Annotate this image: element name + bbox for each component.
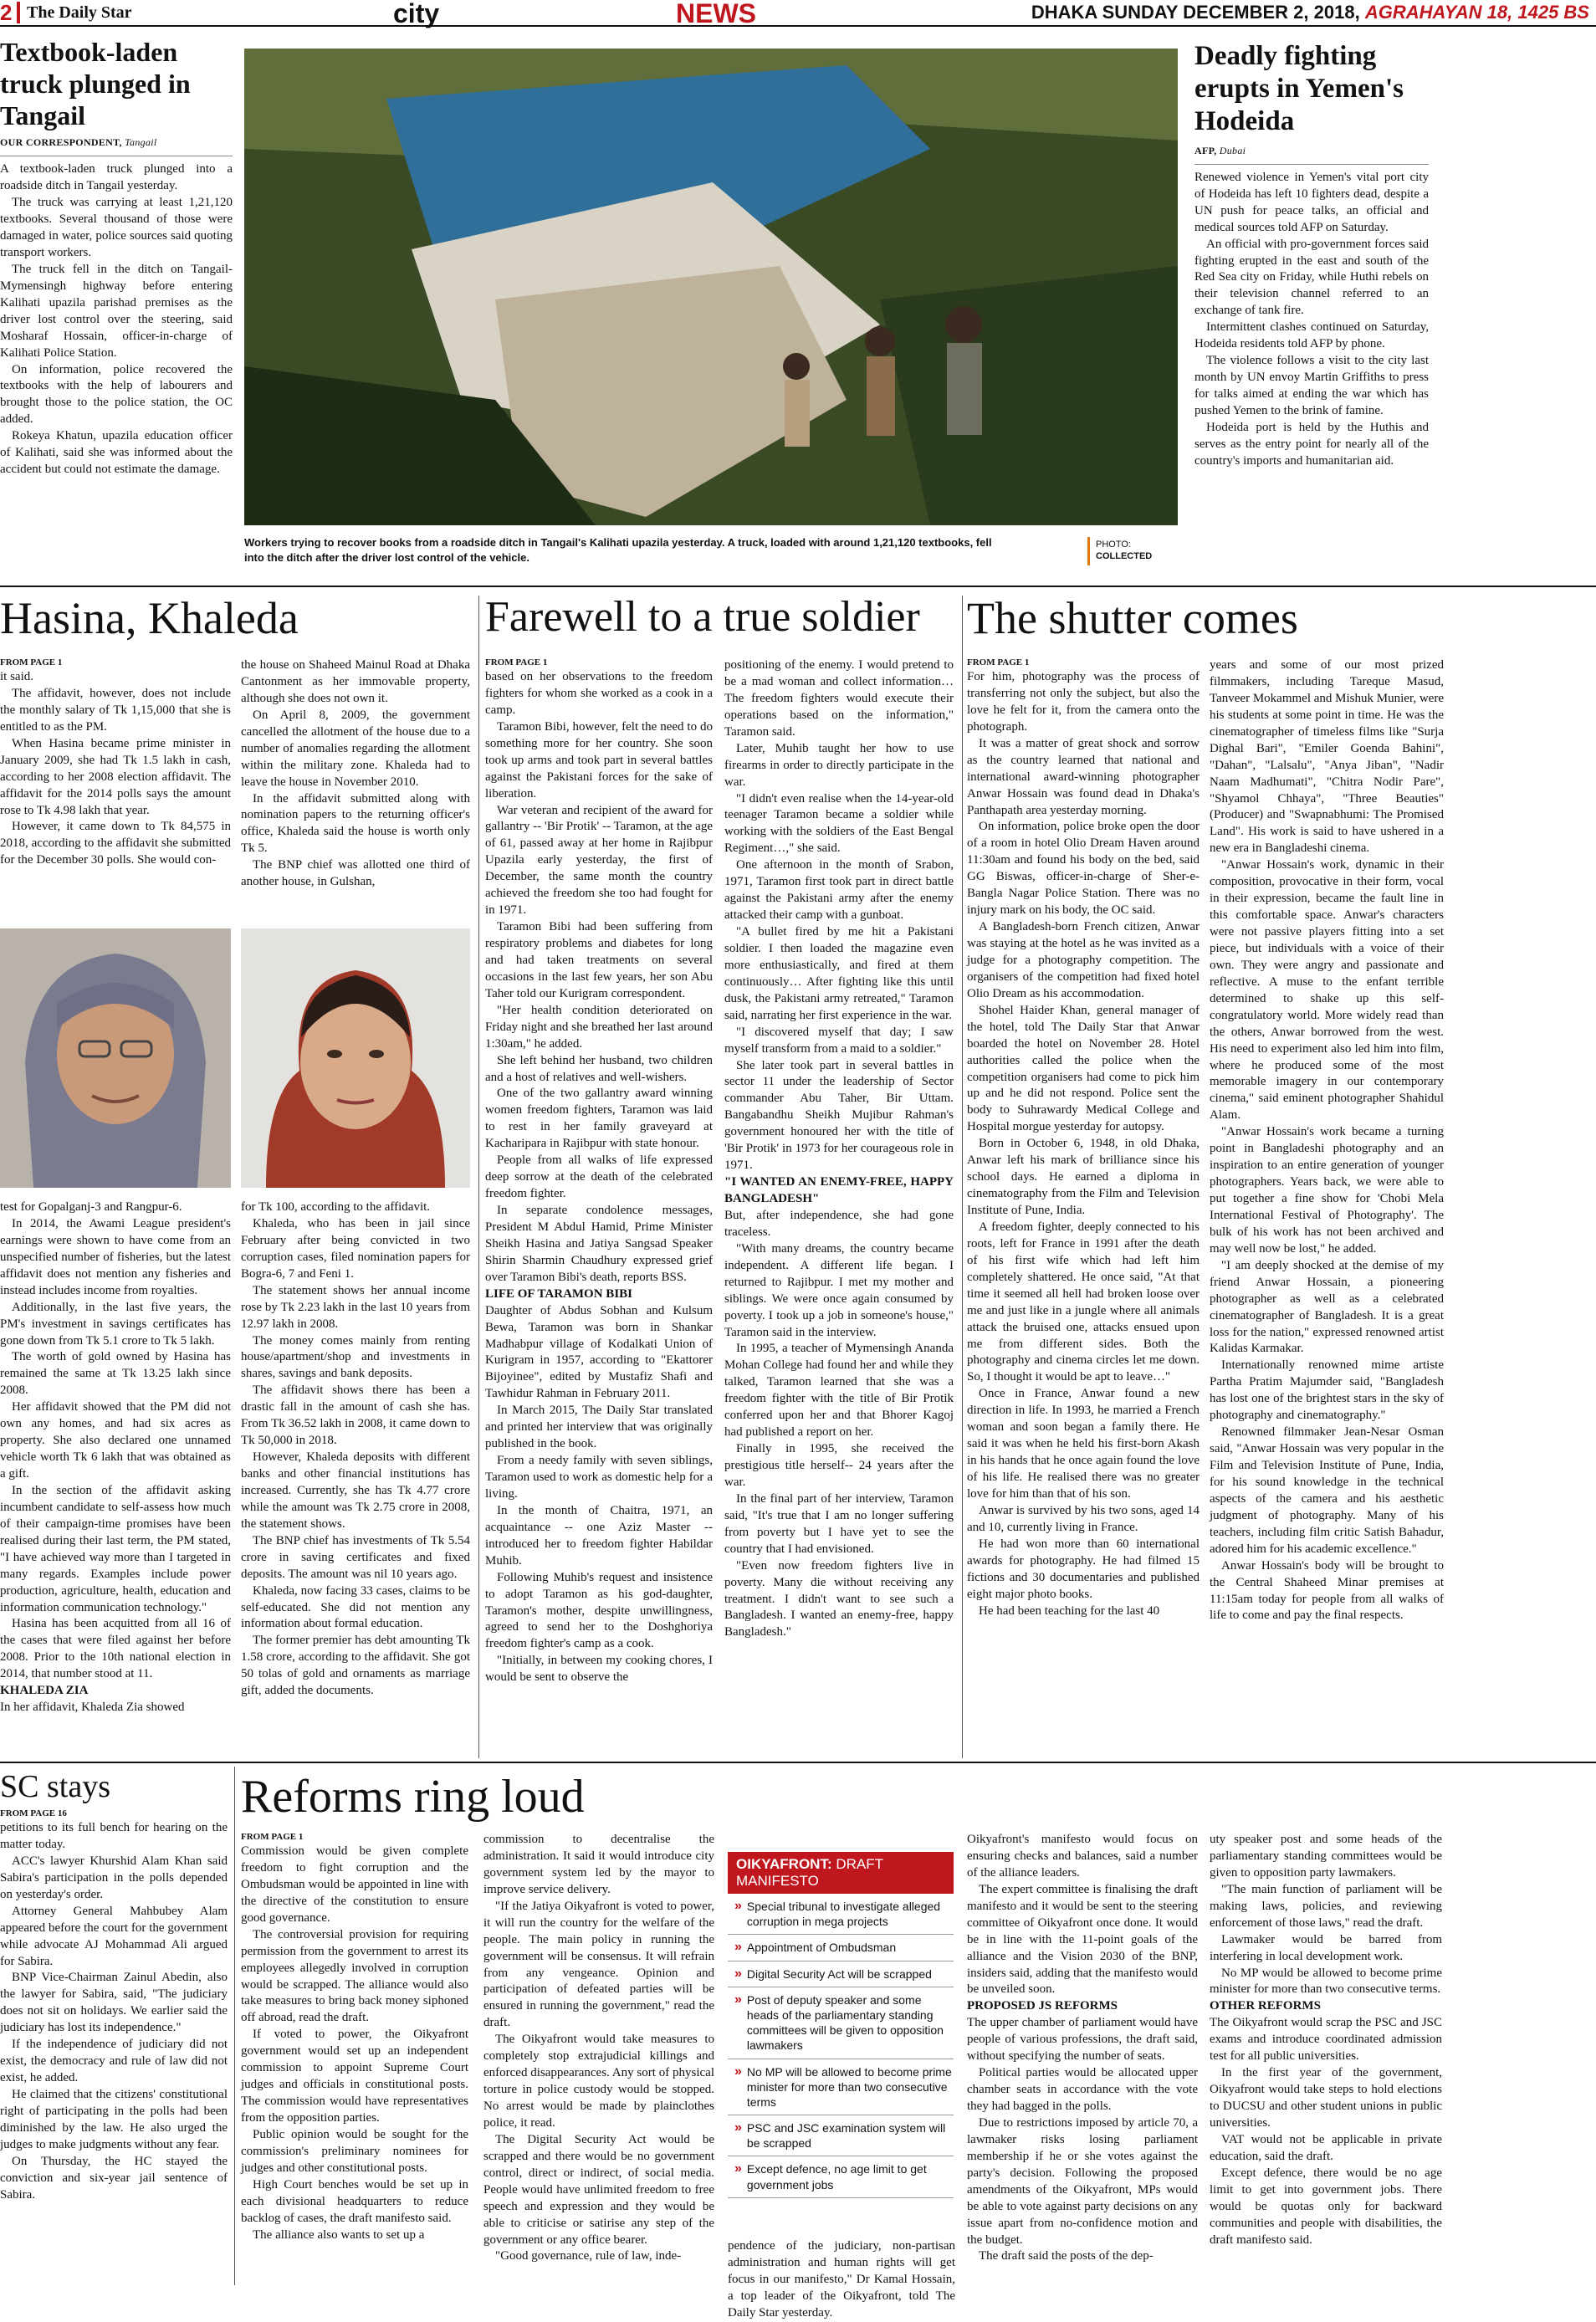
paragraph: "Anwar Hossain's work, dynamic in their composition, provocative in their form, vocal in their expression, became the fault line in this comfortable space. Anwar's characters were not passive players fitting into a set piece, but individuals with a voice of their own. They were angry and passionate and reflective. A muse to the enfant terrible determined to shake up this self-congratulatory world. More widely read than the others, Anwar borrowed from the west. His need to experiment also led him into film, where he produced some of the most memorable imagery in our contemporary cinema," said eminent photographer Shahidul Alam. xyxy=(1210,858,1444,1123)
manifesto-item-text: Digital Security Act will be scrapped xyxy=(746,1967,932,1981)
paragraph: It was a matter of great shock and sorrow as the country learned that national and international award-winning photographer Anwar Hossain was found dead in Dhaka's Panthapath area yesterday morning. xyxy=(967,736,1200,817)
headline-yemen: Deadly fighting erupts in Yemen's Hodeida xyxy=(1194,41,1404,136)
paragraph: The former premier has debt amounting Tk 1.58 crore, according to the affidavit. She got 50 tolas of gold and ornaments as marriage gift, added the documents. xyxy=(241,1634,470,1698)
chevron-right-icon: » xyxy=(734,1966,742,1981)
chevron-right-icon: » xyxy=(734,2161,742,2176)
manifesto-item xyxy=(728,2115,954,2156)
paragraph: Rokeya Khatun, upazila education officer of Kalihati, said she was informed about the accident but could not estimate the damage. xyxy=(0,429,233,477)
hasina-col2-top xyxy=(241,657,470,891)
byline-name: OUR CORRESPONDENT, xyxy=(0,136,122,149)
from-page-label: FROM PAGE 1 xyxy=(241,1832,304,1842)
paragraph: When Hasina became prime minister in January 2009, she had Tk 1.5 lakh in cash, according to her 2008 election affidavit. The affidavit for the 2014 polls says the amount rose to Tk 4.98 lakh that year. xyxy=(0,736,231,817)
paragraph: based on her observations to the freedom fighters for whom she worked as a cook in a camp. xyxy=(485,670,713,717)
masthead-logo: The Daily Star xyxy=(27,3,132,22)
paragraph: "If the Jatiya Oikyafront is voted to power, it will run the country for the welfare of the people. The main policy in running the government will be consensus. It will refrain from any vengeance. Opinion and participation of defeated parties will be ensured in running the government," read the draft. xyxy=(483,1899,714,2030)
paragraph: In her affidavit, Khaleda Zia showed xyxy=(0,1701,185,1715)
paragraph: Hodeida port is held by the Huthis and serves as the entry point for nearly all of the country's imports and humanitarian aid. xyxy=(1194,420,1429,468)
from-page-label: FROM PAGE 1 xyxy=(0,657,63,667)
paragraph: In the affidavit submitted along with nomination papers to the returning officer's office, Khaleda said the house is worth only Tk 5. xyxy=(241,791,470,856)
story-textbook xyxy=(0,37,233,478)
paragraph: Daughter of Abdus Sobhan and Kulsum Bewa, Taramon was born in Shankar Madhabpur village of Kodalkati Union of Kurigram in 1957, according to "Ekattorer Bijoyinee", edited by Mustafiz Shafi and Tawhidur Rahman in February 2011. xyxy=(485,1303,713,1401)
manifesto-item-text: Appointment of Ombudsman xyxy=(746,1941,897,1955)
paragraph: the house on Shaheed Mainul Road at Dhaka Cantonment as her immovable property, although she does not own it. xyxy=(241,658,470,705)
manifesto-item-text: PSC and JSC examination system will be scrapped xyxy=(746,2121,946,2151)
column-rule xyxy=(234,1767,235,2285)
paragraph: The draft said the posts of the dep- xyxy=(979,2249,1154,2263)
paragraph: If the independence of judiciary did not exist, the democracy and rule of law did not exist, he added. xyxy=(0,2038,228,2085)
manifesto-item xyxy=(728,2156,954,2197)
paragraph: The alliance also wants to set up a xyxy=(253,2227,425,2242)
paragraph: Political parties would be allocated upper chamber seats in accordance with the vote they had bagged in the polls. xyxy=(967,2066,1198,2113)
paragraph: Hasina has been acquitted from all 16 of the cases that were filed against her before 2008. Prior to the 10th national election in 2014, that number stood at 11. xyxy=(0,1617,231,1681)
reforms-col4 xyxy=(967,1832,1198,2265)
credit-bar xyxy=(1087,537,1090,565)
manifesto-title-text: DRAFT MANIFESTO xyxy=(736,1856,883,1889)
section-rule-top xyxy=(0,586,1596,587)
paragraph: However, it came down to Tk 84,575 in 2018, according to the affidavit she submitted for the December 30 polls. She would con- xyxy=(0,820,231,867)
main-photo xyxy=(244,49,1178,525)
paragraph: In March 2015, The Daily Star translated and printed her interview that was originally published in the book. xyxy=(485,1404,713,1451)
paragraph: The violence follows a visit to the city last month by UN envoy Martin Griffiths to press for talks aimed at ending the war which has pushed Yemen to the brink of famine. xyxy=(1194,354,1429,417)
paragraph: The Digital Security Act would be scrapped and there would be no government control, direct or indirect, of social media. People would have unlimited freedom to free speech and expression and they would be able to criticise or satirise any step of the government or any office bearer. xyxy=(483,2132,714,2247)
paragraph: Oikyafront's manifesto would focus on ensuring checks and balances, said a number of the alliance leaders. xyxy=(967,1833,1198,1880)
paragraph: People from all walks of life expressed deep sorrow at the death of the celebrated freedom fighter. xyxy=(485,1153,713,1201)
paragraph: In the month of Chaitra, 1971, an acquaintance -- one Aziz Master -- introduced her to freedom fighter Habildar Muhib. xyxy=(485,1503,713,1568)
paragraph: Attorney General Mahbubey Alam appeared before the court for the government while advocate AJ Mohammad Ali argued for Sabira. xyxy=(0,1904,228,1968)
paragraph: BNP Vice-Chairman Zainul Abedin, also the lawyer for Sabira, said, "The judiciary does not sit on holidays. We earlier said the judiciary has lost its independence." xyxy=(0,1971,228,2035)
paragraph: On information, police recovered the textbooks with the help of labourers and brought those to the police station, the OC added. xyxy=(0,362,233,427)
chevron-right-icon: » xyxy=(734,2064,742,2079)
hasina-col1-top xyxy=(0,669,231,869)
paragraph: "I am deeply shocked at the demise of my friend Anwar Hossain, a pioneering photographer as well as a celebrated cinematographer of Bangladesh. It is a great loss for the nation," expressed renowned artist Kalidas Karmakar. xyxy=(1210,1258,1444,1356)
column-rule xyxy=(962,596,963,1758)
paragraph: The Oikyafront would scrap the PSC and JSC exams and introduce coordinated admission test for all public universities. xyxy=(1210,2016,1442,2064)
manifesto-item xyxy=(728,1894,954,1935)
paragraph: "Even now freedom fighters live in poverty. Many die without receiving any treatment. I didn't want to see such a Bangladesh. I wanted an enemy-free, happy Bangladesh." xyxy=(724,1558,954,1639)
paragraph: "I discovered myself that day; I saw myself transform from a maid to a soldier." xyxy=(724,1025,954,1056)
paragraph: Renewed violence in Yemen's vital port city of Hodeida has left 10 fighters dead, despite a UN push for peace talks, an official and medical sources told AFP on Saturday. xyxy=(1194,170,1429,234)
paragraph: Later, Muhib taught her how to use firearms in order to directly participate in the war. xyxy=(724,741,954,789)
paragraph: commission to decentralise the administration. It said it would introduce city government system led by the mayor to improve service delivery. xyxy=(483,1833,714,1896)
body-yemen xyxy=(1194,170,1429,470)
paragraph: A freedom fighter, deeply connected to his roots, left for France in 1991 after the death of his first wife which had left him completely shattered. He once said, "At that time it seemed all hell had broken loose over me and just like in a jungle where all animals attack the bruised one, attacks ensued upon me from different sides. Both the photography and cinema circles let me down. So, I thought it would be apt to leave…" xyxy=(967,1220,1200,1384)
paragraph: One of the two gallantry award winning women freedom fighters, Taramon was laid to rest in her family graveyard at Kacharipara in Rajibpur with state honour. xyxy=(485,1087,713,1151)
paragraph: Renowned filmmaker Jean-Nesar Osman said, "Anwar Hossain was very popular in the Film and Television Institute of Pune, India, for his sound knowledge in the technical aspects of the camera and his aesthetic judgment of photography. Many of his teachers, including film critic Satish Bahadur, adored him for his academic excellence." xyxy=(1210,1425,1444,1556)
paragraph: She later took part in several battles in sector 11 under the leadership of Sector commander Abu Taher, Bir Uttam. Bangabandhu Sheikh Mujibur Rahman's government honoured her with the title of 'Bir Protik' in 1973 for her courageous role in 1971. xyxy=(724,1058,954,1173)
chevron-right-icon: » xyxy=(734,2120,742,2135)
paragraph: The affidavit shows there has been a drastic fall in the amount of cash she has. From Tk 36.52 lakh in 2008, it came down to Tk 50,000 in 2018. xyxy=(241,1383,470,1448)
paragraph: Taramon Bibi had been suffering from respiratory problems and diabetes for long and had taken treatments on several occasions in the last few years, her son Abu Taher told our Kurigram correspondent. xyxy=(485,920,713,1000)
paragraph: The expert committee is finalising the draft manifesto and it would be sent to the steering committee of Oikyafront once done. It would be in line with the 11-point goals of the alliance and the Vision 2030 of the BNP, insiders said, adding that the manifesto would be unveiled soon. xyxy=(967,1882,1198,1997)
page-number: 2 xyxy=(0,0,13,25)
manifesto-item xyxy=(728,1935,954,1961)
paragraph: "I didn't even realise when the 14-year-old teenager Taramon became a soldier while working with the soldiers of the East Bengal Regiment…," she said. xyxy=(724,791,954,856)
news-label: NEWS xyxy=(676,0,756,28)
paragraph: Due to restrictions imposed by article 70, a lawmaker risks losing parliament membership if he or she votes against the party's decision. Following the proposed amendments of the Oikyafront, MPs would be able to vote against party decisions on any issue apart from no-confidence motion and the budget. xyxy=(967,2115,1198,2247)
paragraph: Commission would be given complete freedom to fight corruption and the Ombudsman would be appointed in line with the directive of the constitution to ensure good governance. xyxy=(241,1844,468,1925)
headline-shutter: The shutter comes xyxy=(967,593,1298,643)
paragraph: "A bullet fired by me hit a Pakistani soldier. I then loaded the magazine even more enthusiastically, and fired at them continuously… After fighting like this until dusk, the Pakistani army retreated," Taramon said, narrating her first experience in the war. xyxy=(724,925,954,1022)
manifesto-title xyxy=(728,1852,954,1894)
paragraph: On Thursday, the HC stayed the conviction and six-year jail sentence of Sabira. xyxy=(0,2154,228,2202)
manifesto-item-text: Special tribunal to investigate alleged corruption in mega projects xyxy=(746,1900,941,1929)
paragraph: uty speaker post and some heads of the parliamentary standing committees would be given to opposition party lawmakers. xyxy=(1210,1833,1442,1880)
photo-caption: Workers trying to recover books from a roadside ditch in Tangail's Kalihati upazila yesterday. A truck, loaded with around 1,21,120 textbooks, fell into the ditch after the driver lost control of the vehicle. xyxy=(244,536,992,565)
paragraph: Anwar Hossain's body will be brought to the Central Shaheed Minar premises at 11:15am today for people from all walks of life to come and pay the final respects. xyxy=(1210,1558,1444,1623)
subhead-life-of-taramon: LIFE OF TARAMON BIBI xyxy=(485,1286,632,1301)
paragraph: The money comes mainly from renting house/apartment/shop and investments in shares, savings and bank deposits. xyxy=(241,1333,470,1381)
paragraph: In 1995, a teacher of Mymensingh Ananda Mohan College had found her and while they talked, Taramon learned that she was a freedom fighter with the title of Bir Protik conferred upon her and that Bhorer Kagoj had published a report on her. xyxy=(724,1342,954,1440)
paragraph: The upper chamber of parliament would have people of various professions, the draft said, without specifying the number of seats. xyxy=(967,2016,1198,2064)
byline-place: Dubai xyxy=(1219,144,1246,156)
paragraph: positioning of the enemy. I would pretend to be a mad woman and collect information… The freedom fighters would execute their operations based on the information," Taramon said. xyxy=(724,658,954,739)
manifesto-item xyxy=(728,2059,954,2116)
paragraph: Additionally, in the last five years, the PM's investment in savings certificates has gone down from Tk 5.1 crore to Tk 5 lakh. xyxy=(0,1300,231,1348)
paragraph: He had been teaching for the last 40 xyxy=(979,1603,1160,1618)
paragraph: In the section of the affidavit asking incumbent candidate to self-assess how much of their campaign-time promises have been realised during their last term, the PM stated, "I have achieved way more than I targeted in many regards. Examples include power production, agriculture, health, education and information communication technology." xyxy=(0,1483,231,1614)
credit-label: PHOTO: xyxy=(1096,540,1131,550)
paragraph: She left behind her husband, two children and a host of relatives and well-wishers. xyxy=(485,1053,713,1084)
manifesto-item-text: No MP will be allowed to become prime minister for more than two consecutive terms xyxy=(746,2064,952,2109)
photo-credit xyxy=(1096,539,1176,563)
paragraph: "Initially, in between my cooking chores, I would be sent to observe the xyxy=(485,1654,713,1685)
paragraph: "Anwar Hossain's work became a turning point in Bangladeshi photography and an inspiration to an entire generation of younger photographers. Years back, we were able to put together a fine show for 'Chobi Mela International Festival of Photography'. The bulk of his work has not been archived and may well now be lost," he added. xyxy=(1210,1125,1444,1256)
paragraph: Public opinion would be sought for the commission's preliminary nominees for judges and other constitutional posts. xyxy=(241,2127,468,2175)
paragraph: On information, police broke open the door of a room in hotel Olio Dream Haven around 11:30am and found his body on the bed, said GG Biswas, officer-in-charge of Sher-e-Bangla Nagar Police Station. There was no injury mark on his body, the OC said. xyxy=(967,820,1200,918)
paragraph: "The main function of parliament will be making laws, policies, and reviewing enforcement of those laws," read the draft. xyxy=(1210,1882,1442,1930)
paragraph: The BNP chief has investments of Tk 5.54 crore in saving certificates and fixed deposits. The amount was nil 10 years ago. xyxy=(241,1533,470,1581)
byline-name: AFP, xyxy=(1194,144,1217,156)
byline-place: Tangail xyxy=(125,136,157,149)
sc-body xyxy=(0,1820,228,2204)
paragraph: Internationally renowned mime artiste Partha Pratim Majumder said, "Bangladesh has lost one of the brightest stars in the sky of photography and cinematography." xyxy=(1210,1358,1444,1423)
paragraph: it said. xyxy=(0,670,33,683)
paragraph: Lawmaker would be barred from interfering in local development work. xyxy=(1210,1932,1442,1963)
from-page-label: FROM PAGE 16 xyxy=(0,1808,67,1818)
headline-sc-stays: SC stays xyxy=(0,1769,110,1804)
paragraph: Finally in 1995, she received the prestigious title herself-- 24 years after the war. xyxy=(724,1442,954,1489)
paragraph: Born in October 6, 1948, in old Dhaka, Anwar left his mark of brilliance since his school days. He earned a diploma in cinematography from the Film and Television Institute of Pune, India. xyxy=(967,1137,1200,1217)
shutter-col1 xyxy=(967,669,1200,1619)
paragraph: "Good governance, rule of law, inde- xyxy=(495,2249,682,2263)
subhead-enemy-free: "I WANTED AN ENEMY-FREE, HAPPY BANGLADESH" xyxy=(724,1175,954,1205)
column-rule xyxy=(478,596,479,1758)
paragraph: If voted to power, the Oikyafront government would set up an independent commission to appoint Supreme Court judges and officials in constitutional posts. The commission would have representatives from the opposition parties. xyxy=(241,2028,468,2125)
manifesto-item xyxy=(728,1987,954,2059)
paragraph: Her affidavit showed that the PM did not own any homes, and had six acres as property. She also declared one unnamed vehicle worth Tk 6 lakh that was obtained as a gift. xyxy=(0,1400,231,1481)
hasina-col1-bottom xyxy=(0,1199,231,1716)
paragraph: The truck fell in the ditch on Tangail-Mymensingh highway before entering Kalihati upazila parishad premises as the driver lost control over the steering, said Mosharaf Hossain, officer-in-charge of Kalihati Police Station. xyxy=(0,262,233,360)
manifesto-item-text: Except defence, no age limit to get government jobs xyxy=(746,2162,927,2192)
paragraph: An official with pro-government forces said fighting erupted in the east and south of the Red Sea city on Friday, while Huthi rebels on their television channel referred to an exchange of tank fire. xyxy=(1194,237,1429,318)
farewell-col1 xyxy=(485,669,713,1686)
reforms-col2 xyxy=(483,1832,714,2265)
body-textbook xyxy=(0,161,233,478)
photo-illustration xyxy=(244,49,1178,525)
paragraph: High Court benches would be set up in each divisional headquarters to reduce backlog of cases, the draft manifesto said. xyxy=(241,2177,468,2225)
headline-textbook: Textbook-laden truck plunged in Tangail xyxy=(0,37,191,130)
farewell-col2 xyxy=(724,657,954,1641)
paragraph: In 2014, the Awami League president's earnings were shown to have come from an unspecified number of fisheries, but the latest affidavit does not mention any fisheries and instead includes income from royalties. xyxy=(0,1216,231,1297)
manifesto-title-prefix: OIKYAFRONT: xyxy=(736,1856,832,1872)
paragraph: The affidavit, however, does not include the monthly salary of Tk 1,15,000 that she is entitled to as the PM. xyxy=(0,686,231,734)
byline-textbook xyxy=(0,136,233,149)
paragraph: ACC's lawyer Khurshid Alam Khan said Sabira's participation in the polls depended on yesterday's order. xyxy=(0,1854,228,1901)
paragraph: The Oikyafront would take measures to completely stop extrajudicial killings and enforced disappearances. Any sort of physical torture in police custody would be stopped. No arrest would be made by plainclothes police, it read. xyxy=(483,2033,714,2130)
paragraph: Except defence, there would be no age limit to get into government jobs. There would be quotas only for backward communities and people with disabilities, the draft manifesto said. xyxy=(1210,2166,1442,2247)
photo-sheikh-hasina xyxy=(0,928,231,1188)
paragraph: for Tk 100, according to the affidavit. xyxy=(241,1200,431,1214)
paragraph: The statement shows her annual income rose by Tk 2.23 lakh in the last 10 years from 12.97 lakh in 2008. xyxy=(241,1283,470,1331)
dateline-bangla-date: AGRAHAYAN 18, 1425 BS xyxy=(1364,2,1589,23)
paragraph: Shohel Haider Khan, general manager of the hotel, told The Daily Star that Anwar boarded the hotel on November 28. Hotel authorities called the police when the competition organisers had come to pick him up and he did not respond. Police sent the body to Suhrawardy Medical College and Hospital morgue yesterday for autopsy. xyxy=(967,1003,1200,1134)
dateline xyxy=(928,2,1589,23)
section-label: city xyxy=(393,0,440,28)
dateline-date: DHAKA SUNDAY DECEMBER 2, 2018, xyxy=(1031,2,1360,23)
paragraph: A Bangladesh-born French citizen, Anwar was staying at the hotel as he was invited as a judge for a photography competition. The organisers of the competition had fixed hotel Olio Dream as his accommodation. xyxy=(967,920,1200,1000)
paragraph: From a needy family with seven siblings, Taramon used to work as domestic help for a living. xyxy=(485,1454,713,1501)
chevron-right-icon: » xyxy=(734,1992,742,2007)
paragraph: The BNP chief was allotted one third of another house, in Gulshan, xyxy=(241,858,470,889)
paragraph: One afternoon in the month of Srabon, 1971, Taramon first took part in direct battle against the Pakistani army after the enemy attacked their camp with a gunboat. xyxy=(724,858,954,923)
byline-rule xyxy=(1194,164,1429,165)
subhead-other-reforms: OTHER REFORMS xyxy=(1210,1999,1321,2013)
paragraph: However, Khaleda deposits with different banks and other financial institutions has increased. Currently, she has Tk 4.77 crore while the amount was Tk 2.75 crore in 2008, the statement shows. xyxy=(241,1450,470,1531)
chevron-right-icon: » xyxy=(734,1899,742,1913)
paragraph: "With many dreams, the country became independent. A different life began. I returned to Rajibpur. I met my mother and siblings. We were once again consumed by poverty. I took up a job in someone's house," Taramon said in the interview. xyxy=(724,1241,954,1339)
paragraph: On April 8, 2009, the government cancelled the allotment of the house due to a number of anomalies regarding the allotment within the military zone. Khaleda had to leave the house in November 2010. xyxy=(241,708,470,789)
reforms-col3-tail xyxy=(728,2238,955,2322)
credit-source: COLLECTED xyxy=(1096,551,1153,562)
paragraph: Khaleda, now facing 33 cases, claims to be self-educated. She did not mention any information about formal education. xyxy=(241,1583,470,1631)
paragraph: A textbook-laden truck plunged into a roadside ditch in Tangail yesterday. xyxy=(0,162,233,193)
paragraph: Following Muhib's request and insistence to adopt Taramon as his god-daughter, Taramon's mother, despite unwillingness, agreed to send her to the Doshghoriya freedom fighter's camp as a cook. xyxy=(485,1570,713,1651)
paragraph: For him, photography was the process of transferring not only the subject, but also the love he felt for it, from the camera onto the photograph. xyxy=(967,670,1200,734)
section-rule-bottom xyxy=(0,1762,1596,1763)
paragraph: War veteran and recipient of the award for gallantry -- 'Bir Protik' -- Taramon, at the age of 61, passed away at her home in Rajibpur Upazila early yesterday, the first of December, the same month the country achieved the freedom she too had fought for in 1971. xyxy=(485,803,713,918)
header-rule xyxy=(0,25,1596,27)
manifesto-box xyxy=(728,1852,954,2237)
paragraph: petitions to its full bench for hearing on the matter today. xyxy=(0,1821,228,1851)
story-yemen xyxy=(1194,40,1429,470)
paragraph: But, after independence, she had gone traceless. xyxy=(724,1208,954,1239)
paragraph: Intermittent clashes continued on Saturday, Hodeida residents told AFP by phone. xyxy=(1194,320,1429,351)
paragraph: years and some of our most prized filmmakers, including Tareque Masud, Tanveer Mokammel and Mishuk Munier, were his students at some point in time. He was the cinematographer of timeless films like "Surja Dighal Bari", "Emiler Goenda Bahini", "Dahan", "Lalsalu", "Anya Jiban", "Nadir Naam Madhumati", "Chitra Nodir Pare", "Shyamol Chhaya", "Three Beauties" (Producer) and "Swapnabhumi: The Promised Land". His work is said to have ushered in a new era in Bangladeshi cinema. xyxy=(1210,658,1444,856)
paragraph: VAT would not be applicable in private education, said the draft. xyxy=(1210,2132,1442,2163)
paragraph: The controversial provision for requiring permission from the government to arrest its employees allegedly involved in corruption would be scrapped. The alliance would also take measures to bring back money siphoned off abroad, read the draft. xyxy=(241,1927,468,2025)
paragraph: test for Gopalganj-3 and Rangpur-6. xyxy=(0,1200,182,1214)
headline-reforms: Reforms ring loud xyxy=(241,1771,585,1823)
shutter-col2 xyxy=(1210,657,1444,1624)
photo-khaleda-zia xyxy=(241,928,470,1188)
paragraph: He had won more than 60 international awards for photography. He had filmed 15 fictions and 30 documentaries and published eight major photo books. xyxy=(967,1537,1200,1601)
subhead-khaleda-zia: KHALEDA ZIA xyxy=(0,1684,89,1698)
from-page-label: FROM PAGE 1 xyxy=(967,657,1030,667)
paragraph: pendence of the judiciary, non-partisan administration and human rights will get focus in our manifesto," Dr Kamal Hossain, a top leader of the Oikyafront, told The Daily Star yesterday. xyxy=(728,2239,955,2319)
page-number-bar xyxy=(17,2,20,23)
hasina-col2-bottom xyxy=(241,1199,470,1700)
paragraph: He claimed that the citizens' constitutional right of participating in the polls had been diminished by the law. He also urged the judges to make judgments without any fear. xyxy=(0,2088,228,2151)
paragraph: In the final part of her interview, Taramon said, "It's true that I am no longer suffering from poverty but I have yet to see the country that I had envisioned. xyxy=(724,1491,954,1556)
reforms-col5 xyxy=(1210,1832,1442,2248)
paragraph: No MP would be allowed to become prime minister for more than two consecutive terms. xyxy=(1210,1966,1442,1997)
paragraph: The truck was carrying at least 1,21,120 textbooks. Several thousand of those were damaged in water, police sources said quoting transport workers. xyxy=(0,196,233,259)
byline-yemen xyxy=(1194,145,1429,157)
manifesto-item-text: Post of deputy speaker and some heads of the parliamentary standing committees will be given to opposition lawmakers xyxy=(746,1992,944,2053)
from-page-label: FROM PAGE 1 xyxy=(485,657,548,667)
paragraph: In the first year of the government, Oikyafront would take steps to hold elections to DUCSU and other student unions in public universities. xyxy=(1210,2066,1442,2130)
paragraph: In separate condolence messages, President M Abdul Hamid, Prime Minister Sheikh Hasina and Jatiya Sangsad Speaker Shirin Sharmin Chaudhury expressed grief over Taramon Bibi's death, reports BSS. xyxy=(485,1204,713,1284)
chevron-right-icon: » xyxy=(734,1940,742,1955)
paragraph: Taramon Bibi, however, felt the need to do something more for her country. She soon took up arms and took part in several battles against the Pakistani forces for the sake of liberation. xyxy=(485,719,713,800)
headline-farewell: Farewell to a true soldier xyxy=(485,593,920,641)
paragraph: "Her health condition deteriorated on Friday night and she breathed her last around 1:30am," he added. xyxy=(485,1003,713,1051)
headline-hasina-khaleda: Hasina, Khaleda xyxy=(0,593,299,643)
manifesto-item xyxy=(728,1961,954,1987)
subhead-js-reforms: PROPOSED JS REFORMS xyxy=(967,1999,1118,2013)
reforms-col1 xyxy=(241,1844,468,2244)
paragraph: Anwar is survived by his two sons, aged 14 and 10, currently living in France. xyxy=(967,1503,1200,1534)
paragraph: Khaleda, who has been in jail since February after being convicted in two corruption cases, filed nomination papers for Bogra-6, 7 and Feni 1. xyxy=(241,1216,470,1281)
paragraph: Once in France, Anwar found a new direction in life. In 1993, he married a French woman and soon began a family there. He said it was when he held his first-born Akash in his hands that he once again found the love of his life. He realised there was no greater love for him than that of his son. xyxy=(967,1387,1200,1501)
paragraph: The worth of gold owned by Hasina has remained the same at Tk 13.25 lakh since 2008. xyxy=(0,1350,231,1398)
